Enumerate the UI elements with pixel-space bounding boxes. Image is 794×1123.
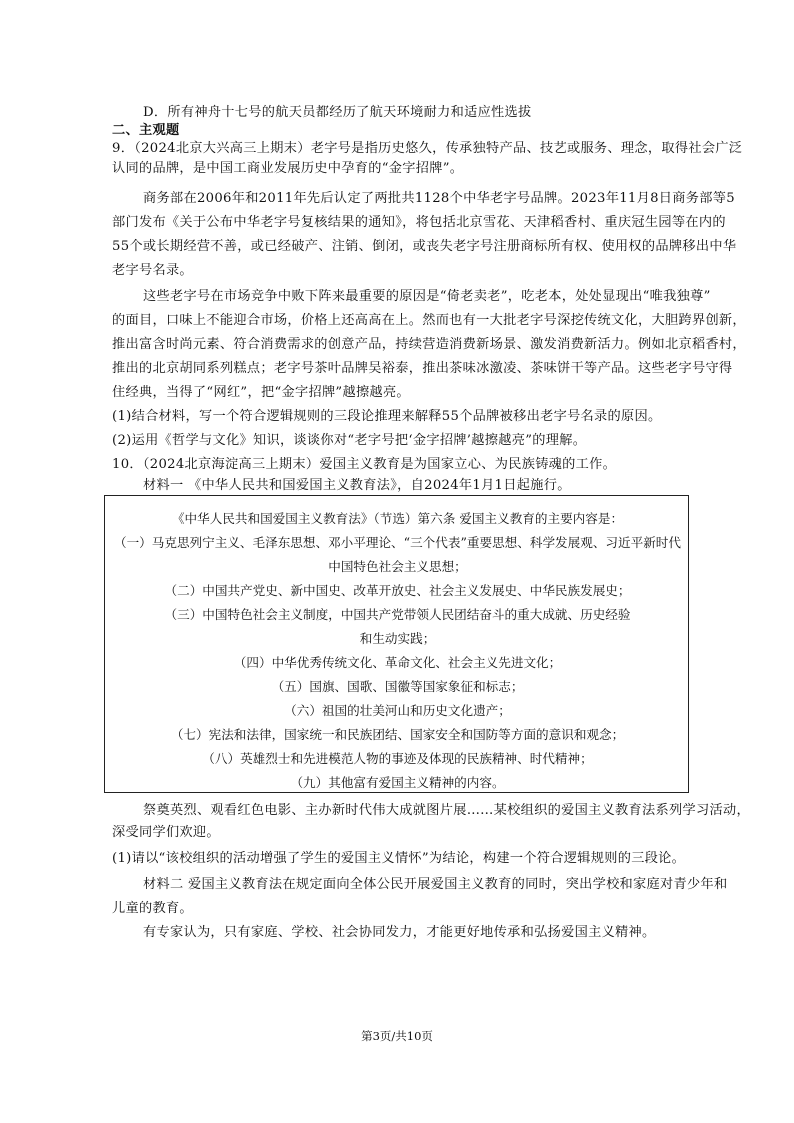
text-line: 祭奠英烈、观看红色电影、主办新时代伟大成就图片展……某校组织的爱国主义教育法系列学习活动， [143,803,750,818]
text-line: 材料二 爱国主义教育法在规定面向全体公民开展爱国主义教育的同时，突出学校和家庭对青少年和 [143,877,728,892]
excerpt-line: 中国特色社会主义思想； [328,559,467,574]
excerpt-line: （八）英雄烈士和先进模范人物的事迹及体现的民族精神、时代精神； [202,751,593,766]
text-line: 商务部在2006年和2011年先后认定了两批共1128个中华老字号品牌。2023年11月8日商务部等5 [143,191,735,206]
text-line: 有专家认为，只有家庭、学校、社会协同发力，才能更好地传承和弘扬爱国主义精神。 [143,925,656,940]
text-line: 这些老字号在市场竞争中败下阵来最重要的原因是“倚老卖老”，吃老本，处处显现出“唯我独尊” [143,289,711,304]
text-line: 材料一 《中华人民共和国爱国主义教育法》，自2024年1月1日起施行。 [143,478,571,493]
text-line: 儿童的教育。 [112,901,193,916]
text-line: 老字号名录。 [112,263,193,278]
text-line: 55个或长期经营不善，或已经破产、注销、倒闭，或丧失老字号注册商标所有权、使用权的品牌移出中华 [112,239,737,254]
text-line: (1)结合材料，写一个符合逻辑规则的三段论推理来解释55个品牌被移出老字号名录的原因。 [112,409,662,424]
text-line: 住经典，当得了“网红”，把“金字招牌”越擦越亮。 [112,385,410,400]
text-line: 的面目，口味上不能迎合市场，价格上还高高在上。然而也有一大批老字号深挖传统文化，大胆跨界创新， [112,313,746,328]
excerpt-line: （一）马克思列宁主义、毛泽东思想、邓小平理论、“三个代表”重要思想、科学发展观、习近平新时代 [113,535,681,550]
page-footer: 第3页/共10页 [361,1029,433,1043]
text-line: 10．（2024北京海淀高三上期末）爱国主义教育是为国家立心、为民族铸魂的工作。 [112,457,617,472]
text-line: 认同的品牌，是中国工商业发展历史中孕育的“金字招牌”。 [112,161,464,176]
excerpt-line: 和生动实践； [359,631,436,646]
excerpt-line: （六）祖国的壮美河山和历史文化遗产； [284,703,511,718]
excerpt-line: （三）中国特色社会主义制度，中国共产党带领人民团结奋斗的重大成就、历史经验 [164,607,631,622]
text-line: (1)请以“该校组织的活动增强了学生的爱国主义情怀”为结论，构建一个符合逻辑规则的三段论。 [112,851,686,866]
text-line: 推出富含时尚元素、符合消费需求的创意产品，持续营造消费新场景、激发消费新活力。例如北京稻香村， [112,337,746,352]
excerpt-line: （四）中华优秀传统文化、革命文化、社会主义先进文化； [233,655,562,670]
excerpt-line: 《中华人民共和国爱国主义教育法》（节选）第六条 爱国主义教育的主要内容是： [171,511,624,526]
text-line: D．所有神舟十七号的航天员都经历了航天环境耐力和适应性选拔 [143,105,532,120]
text-line: 深受同学们欢迎。 [112,825,220,840]
excerpt-line: （二）中国共产党史、新中国史、改革开放史、社会主义发展史、中华民族发展史； [164,583,631,598]
text-line: (2)运用《哲学与文化》知识，谈谈你对“老字号把‘金字招牌’越擦越亮”的理解。 [112,433,587,448]
law-excerpt-box [104,495,689,793]
text-line: 推出的北京胡同系列糕点；老字号茶叶品牌吴裕泰，推出茶味冰激凌、茶味饼干等产品。这些老字号守得 [112,361,733,376]
text-line: 9．（2024北京大兴高三上期末）老字号是指历史悠久，传承独特产品、技艺或服务、理念，取得社会广泛 [112,141,743,156]
excerpt-line: （九）其他富有爱国主义精神的内容。 [290,775,505,790]
text-line: 部门发布《关于公布中华老字号复核结果的通知》，将包括北京雪花、天津稻香村、重庆冠生园等在内的 [112,215,726,230]
excerpt-line: （五）国旗、国歌、国徽等国家象征和标志； [271,679,524,694]
section-heading: 二、主观题 [112,123,180,138]
excerpt-line: （七）宪法和法律，国家统一和民族团结、国家安全和国防等方面的意识和观念； [170,727,625,742]
